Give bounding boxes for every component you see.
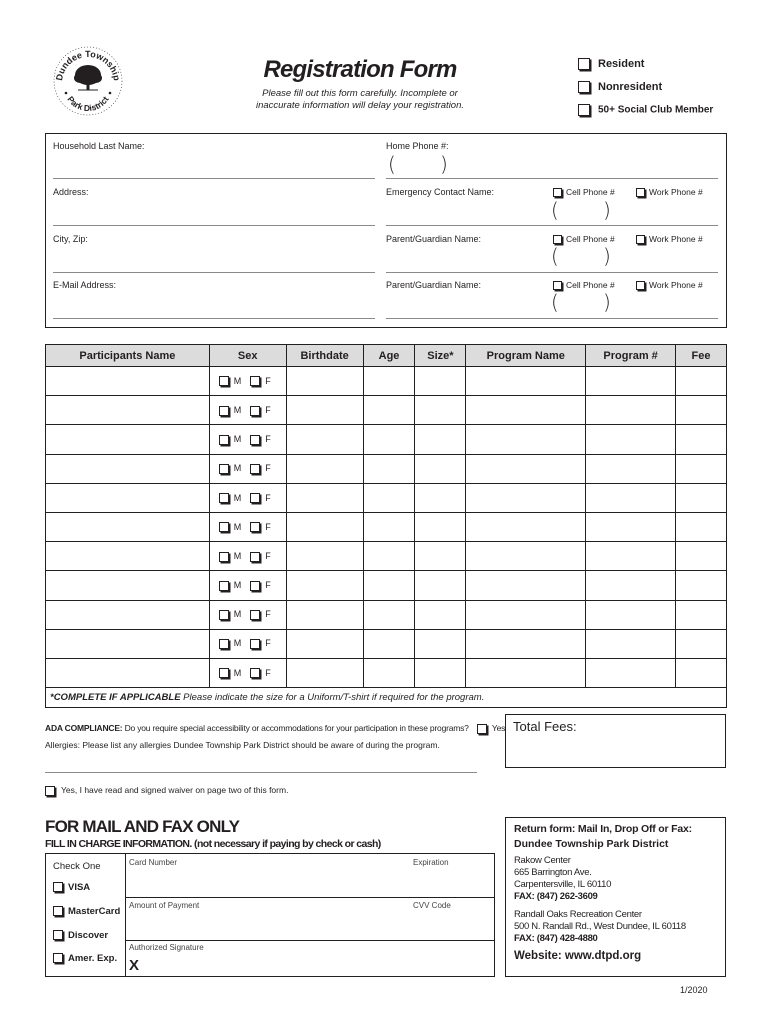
sex-m-checkbox[interactable] (219, 639, 229, 649)
parent-guardian-1-field[interactable] (386, 272, 718, 273)
sex-cell[interactable] (209, 542, 286, 571)
table-cell[interactable] (286, 425, 363, 454)
guardian1-paren-open: ( (551, 244, 559, 268)
loc2-name: Randall Oaks Recreation Center (514, 909, 642, 920)
emergency-paren-close: ) (603, 198, 611, 222)
return-form-box (505, 817, 726, 977)
table-cell[interactable] (676, 483, 727, 512)
table-cell[interactable] (363, 658, 415, 687)
size-note-text: Please indicate the size for a Uniform/T-shirt if required for the program. (180, 692, 485, 704)
sex-f-label: F (265, 492, 271, 503)
visa-label: VISA (68, 882, 91, 893)
footer-date: 1/2020 (680, 985, 708, 995)
ada-question: Do you require special accessibility or accommodations for your participation in these programs? (122, 723, 469, 733)
sex-cell[interactable] (209, 367, 286, 396)
allergies-field[interactable] (45, 772, 477, 773)
card-type-column (46, 854, 126, 976)
table-cell[interactable] (466, 542, 586, 571)
column-header: Age (363, 345, 415, 367)
sex-m-label: M (233, 434, 242, 445)
table-cell[interactable] (286, 571, 363, 600)
return-heading-2: Dundee Township Park District (514, 838, 669, 850)
household-last-name-label: Household Last Name: (53, 141, 145, 151)
work-phone-label: Work Phone # (649, 234, 703, 244)
subtitle-line-2: inaccurate information will delay your registration. (255, 100, 465, 111)
table-cell[interactable] (466, 600, 586, 629)
amount-of-payment-field[interactable] (126, 898, 408, 940)
table-cell[interactable] (676, 367, 727, 396)
cvv-code-field[interactable] (408, 898, 494, 940)
sex-cell[interactable] (209, 454, 286, 483)
table-cell[interactable] (586, 483, 676, 512)
sex-f-label: F (265, 434, 271, 445)
sex-cell[interactable] (209, 512, 286, 541)
sex-m-label: M (233, 667, 242, 678)
ada-compliance (45, 723, 505, 734)
payment-box (45, 853, 495, 977)
table-cell[interactable] (415, 571, 466, 600)
amex-label: Amer. Exp. (68, 953, 118, 964)
sex-f-label: F (265, 667, 271, 678)
form-title: Registration Form (263, 56, 457, 83)
table-cell[interactable] (586, 512, 676, 541)
sex-f-checkbox[interactable] (250, 552, 260, 562)
sex-f-label: F (265, 580, 271, 591)
home-phone-field[interactable] (386, 178, 718, 179)
size-note-bold: *COMPLETE IF APPLICABLE (50, 692, 181, 704)
ada-yes-label: Yes (491, 723, 506, 733)
sex-f-checkbox[interactable] (250, 435, 260, 445)
signature-x: X (129, 957, 140, 974)
email-label: E-Mail Address: (53, 280, 117, 290)
mastercard-checkbox[interactable] (53, 906, 63, 916)
sex-f-checkbox[interactable] (250, 376, 260, 386)
table-row (46, 483, 727, 512)
sex-f-label: F (265, 375, 271, 386)
sex-f-label: F (265, 521, 271, 532)
table-cell[interactable] (466, 454, 586, 483)
loc1-addr1: 665 Barrington Ave. (514, 867, 592, 878)
discover-label: Discover (68, 930, 109, 941)
table-cell[interactable] (586, 454, 676, 483)
address-label: Address: (53, 187, 89, 197)
column-header: Participants Name (46, 345, 210, 367)
sex-f-label: F (265, 404, 271, 415)
visa-checkbox[interactable] (53, 882, 63, 892)
guardian2-work-option[interactable] (636, 280, 703, 290)
sex-m-checkbox[interactable] (219, 464, 229, 474)
sex-m-label: M (233, 580, 242, 591)
sex-f-checkbox[interactable] (250, 668, 260, 678)
column-header: Fee (676, 345, 727, 367)
table-cell[interactable] (676, 425, 727, 454)
check-one-label: Check One (53, 861, 101, 872)
park-district-logo (52, 45, 124, 117)
guardian1-work-option[interactable] (636, 234, 703, 244)
sex-cell[interactable] (209, 629, 286, 658)
emergency-contact-label: Emergency Contact Name: (386, 187, 495, 197)
ada-yes-checkbox[interactable] (477, 724, 487, 734)
sex-m-label: M (233, 492, 242, 503)
table-cell[interactable] (415, 454, 466, 483)
table-cell[interactable] (415, 658, 466, 687)
table-cell[interactable] (46, 600, 210, 629)
table-cell[interactable] (363, 600, 415, 629)
guardian2-work-checkbox[interactable] (636, 281, 645, 290)
sex-m-label: M (233, 609, 242, 620)
nonresident-option[interactable] (578, 81, 662, 93)
table-cell[interactable] (676, 571, 727, 600)
participants-table (45, 344, 727, 708)
table-cell[interactable] (46, 396, 210, 425)
sex-m-checkbox[interactable] (219, 376, 229, 386)
amex-checkbox[interactable] (53, 953, 63, 963)
sex-f-checkbox[interactable] (250, 581, 260, 591)
sex-m-checkbox[interactable] (219, 435, 229, 445)
sex-m-checkbox[interactable] (219, 610, 229, 620)
home-phone-label: Home Phone #: (386, 141, 449, 151)
table-row (46, 542, 727, 571)
sex-m-label: M (233, 375, 242, 386)
table-cell[interactable] (586, 571, 676, 600)
guardian1-paren-close: ) (603, 244, 611, 268)
table-cell[interactable] (415, 483, 466, 512)
amex-option[interactable] (53, 953, 117, 964)
table-row (46, 571, 727, 600)
sex-cell[interactable] (209, 600, 286, 629)
loc2-fax: FAX: (847) 428-4880 (514, 933, 598, 944)
table-cell[interactable] (415, 425, 466, 454)
sex-cell[interactable] (209, 658, 286, 687)
emergency-work-option[interactable] (636, 187, 703, 197)
social-club-label: 50+ Social Club Member (598, 104, 714, 116)
loc1-name: Rakow Center (514, 855, 571, 866)
table-row (46, 396, 727, 425)
table-cell[interactable] (286, 600, 363, 629)
table-row (46, 658, 727, 687)
card-number-field[interactable] (126, 854, 408, 897)
email-field[interactable] (53, 318, 375, 319)
table-cell[interactable] (46, 571, 210, 600)
table-cell[interactable] (363, 542, 415, 571)
table-cell[interactable] (415, 542, 466, 571)
table-cell[interactable] (676, 396, 727, 425)
form-subtitle (200, 88, 520, 112)
table-cell[interactable] (363, 425, 415, 454)
sex-m-checkbox[interactable] (219, 522, 229, 532)
table-cell[interactable] (466, 425, 586, 454)
sex-cell[interactable] (209, 571, 286, 600)
table-cell[interactable] (415, 367, 466, 396)
city-zip-label: City, Zip: (53, 234, 88, 244)
table-cell[interactable] (586, 542, 676, 571)
expiration-label: Expiration (413, 858, 449, 867)
nonresident-checkbox[interactable] (578, 81, 590, 93)
expiration-field[interactable] (408, 854, 494, 897)
table-cell[interactable] (46, 483, 210, 512)
table-cell[interactable] (46, 542, 210, 571)
parent-guardian-2-field[interactable] (386, 318, 718, 319)
cell-phone-label: Cell Phone # (566, 280, 615, 290)
amount-of-payment-label: Amount of Payment (129, 901, 200, 910)
sex-f-checkbox[interactable] (250, 610, 260, 620)
waiver-label: Yes, I have read and signed waiver on page two of this form. (61, 785, 289, 795)
social-club-checkbox[interactable] (578, 104, 590, 116)
resident-checkbox[interactable] (578, 58, 590, 70)
table-cell[interactable] (363, 396, 415, 425)
table-cell[interactable] (363, 629, 415, 658)
discover-option[interactable] (53, 930, 108, 941)
work-phone-label: Work Phone # (649, 187, 703, 197)
table-cell[interactable] (286, 512, 363, 541)
loc1-addr2: Carpentersville, IL 60110 (514, 879, 612, 890)
sex-m-checkbox[interactable] (219, 406, 229, 416)
table-cell[interactable] (286, 658, 363, 687)
mail-fax-subheading: FILL IN CHARGE INFORMATION. (not necessary if paying by check or cash) (45, 838, 381, 850)
table-cell[interactable] (676, 658, 727, 687)
sex-m-label: M (233, 638, 242, 649)
loc2-addr: 500 N. Randall Rd., West Dundee, IL 60118 (514, 921, 686, 932)
sex-m-label: M (233, 463, 242, 474)
table-cell[interactable] (363, 483, 415, 512)
emergency-cell-checkbox[interactable] (553, 188, 562, 197)
table-cell[interactable] (415, 629, 466, 658)
parent-guardian-2-label: Parent/Guardian Name: (386, 280, 482, 290)
discover-checkbox[interactable] (53, 930, 63, 940)
table-cell[interactable] (363, 512, 415, 541)
table-row (46, 425, 727, 454)
size-note (46, 688, 727, 708)
sex-cell[interactable] (209, 396, 286, 425)
table-cell[interactable] (46, 658, 210, 687)
table-cell[interactable] (415, 396, 466, 425)
table-cell[interactable] (466, 367, 586, 396)
social-club-option[interactable] (578, 104, 713, 116)
table-cell[interactable] (363, 454, 415, 483)
mastercard-option[interactable] (53, 906, 120, 917)
website-link[interactable]: Website: www.dtpd.org (514, 950, 642, 962)
city-zip-field[interactable] (53, 272, 375, 273)
table-row (46, 367, 727, 396)
table-cell[interactable] (676, 454, 727, 483)
total-fees-label: Total Fees: (513, 719, 577, 734)
table-cell[interactable] (363, 571, 415, 600)
sex-m-label: M (233, 550, 242, 561)
table-cell[interactable] (46, 629, 210, 658)
table-cell[interactable] (466, 629, 586, 658)
table-cell[interactable] (466, 396, 586, 425)
guardian2-paren-close: ) (603, 290, 611, 314)
table-cell[interactable] (586, 367, 676, 396)
table-row (46, 512, 727, 541)
loc1-fax: FAX: (847) 262-3609 (514, 891, 598, 902)
sex-f-checkbox[interactable] (250, 522, 260, 532)
table-cell[interactable] (466, 512, 586, 541)
emergency-contact-field[interactable] (386, 225, 718, 226)
table-row (46, 454, 727, 483)
table-cell[interactable] (676, 512, 727, 541)
table-row (46, 629, 727, 658)
allergies-label: Allergies: Please list any allergies Dundee Township Park District should be aware of during the program. (45, 740, 440, 750)
sex-m-checkbox[interactable] (219, 493, 229, 503)
column-header: Program Name (466, 345, 586, 367)
visa-option[interactable] (53, 882, 90, 893)
table-cell[interactable] (46, 454, 210, 483)
table-header-row (46, 345, 727, 367)
table-cell[interactable] (466, 658, 586, 687)
svg-text:Dundee Township: Dundee Township (54, 48, 122, 82)
return-heading-1: Return form: Mail In, Drop Off or Fax: (514, 823, 692, 835)
guardian1-work-checkbox[interactable] (636, 235, 645, 244)
emergency-cell-option[interactable] (553, 187, 615, 197)
sex-cell[interactable] (209, 483, 286, 512)
sex-f-checkbox[interactable] (250, 639, 260, 649)
column-header: Sex (209, 345, 286, 367)
sex-cell[interactable] (209, 425, 286, 454)
table-cell[interactable] (286, 542, 363, 571)
emergency-work-checkbox[interactable] (636, 188, 645, 197)
table-cell[interactable] (286, 454, 363, 483)
table-cell[interactable] (286, 483, 363, 512)
total-fees-box[interactable] (505, 714, 726, 768)
column-header: Birthdate (286, 345, 363, 367)
table-cell[interactable] (676, 629, 727, 658)
guardian2-paren-open: ( (551, 290, 559, 314)
sex-f-label: F (265, 609, 271, 620)
parent-guardian-1-label: Parent/Guardian Name: (386, 234, 482, 244)
table-row (46, 600, 727, 629)
work-phone-label: Work Phone # (649, 280, 703, 290)
table-cell[interactable] (286, 629, 363, 658)
table-cell[interactable] (46, 367, 210, 396)
table-cell[interactable] (46, 512, 210, 541)
card-number-label: Card Number (129, 858, 178, 867)
sex-m-checkbox[interactable] (219, 581, 229, 591)
sex-f-checkbox[interactable] (250, 406, 260, 416)
emergency-paren-open: ( (551, 198, 559, 222)
sex-f-checkbox[interactable] (250, 464, 260, 474)
cell-phone-label: Cell Phone # (566, 234, 615, 244)
resident-label: Resident (598, 58, 645, 70)
table-cell[interactable] (586, 629, 676, 658)
table-cell[interactable] (586, 425, 676, 454)
cvv-code-label: CVV Code (413, 901, 451, 910)
ada-label: ADA COMPLIANCE: (45, 723, 123, 733)
size-note-row (46, 688, 727, 708)
table-cell[interactable] (466, 571, 586, 600)
column-header: Program # (586, 345, 676, 367)
address-field[interactable] (53, 225, 375, 226)
waiver-checkbox[interactable] (45, 786, 55, 796)
table-cell[interactable] (676, 600, 727, 629)
guardian2-cell-option[interactable] (553, 280, 615, 290)
subtitle-line-1: Please fill out this form carefully. Incomplete or (262, 88, 458, 99)
household-last-name-field[interactable] (53, 178, 375, 179)
sex-f-label: F (265, 463, 271, 474)
guardian2-cell-checkbox[interactable] (553, 281, 562, 290)
sex-f-checkbox[interactable] (250, 493, 260, 503)
guardian1-cell-option[interactable] (553, 234, 615, 244)
table-cell[interactable] (676, 542, 727, 571)
table-cell[interactable] (415, 600, 466, 629)
column-header: Size* (415, 345, 466, 367)
sex-f-label: F (265, 638, 271, 649)
sex-f-label: F (265, 550, 271, 561)
table-cell[interactable] (466, 483, 586, 512)
table-cell[interactable] (363, 367, 415, 396)
authorized-signature-field[interactable] (126, 941, 494, 976)
table-cell[interactable] (415, 512, 466, 541)
table-cell[interactable] (586, 658, 676, 687)
table-cell[interactable] (586, 600, 676, 629)
mastercard-label: MasterCard (68, 906, 121, 917)
home-phone-paren-open: ( (388, 152, 396, 176)
sex-m-checkbox[interactable] (219, 668, 229, 678)
home-phone-paren-close: ) (440, 152, 448, 176)
sex-m-label: M (233, 404, 242, 415)
sex-m-checkbox[interactable] (219, 552, 229, 562)
waiver-option[interactable] (45, 785, 288, 796)
table-cell[interactable] (46, 425, 210, 454)
table-cell[interactable] (286, 367, 363, 396)
cell-phone-label: Cell Phone # (566, 187, 615, 197)
resident-option[interactable] (578, 58, 644, 70)
svg-text:Park District: Park District (65, 94, 111, 114)
nonresident-label: Nonresident (598, 81, 663, 93)
sex-m-label: M (233, 521, 242, 532)
table-cell[interactable] (286, 396, 363, 425)
contact-info-section (45, 133, 727, 328)
guardian1-cell-checkbox[interactable] (553, 235, 562, 244)
authorized-signature-label: Authorized Signature (129, 943, 204, 952)
table-cell[interactable] (586, 396, 676, 425)
mail-fax-heading: FOR MAIL AND FAX ONLY (45, 817, 240, 836)
